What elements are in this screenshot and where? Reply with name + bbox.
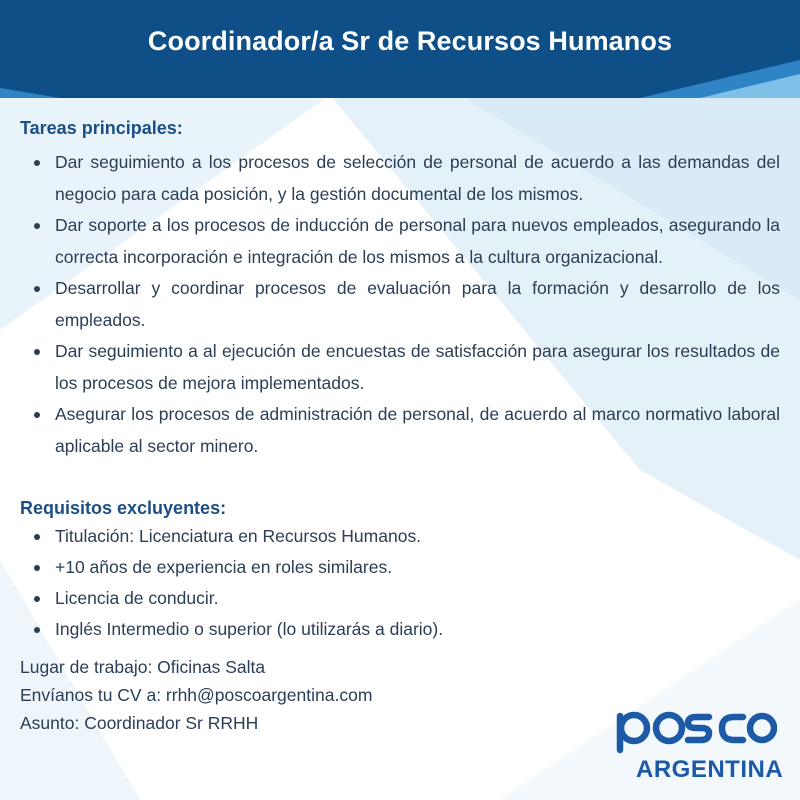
bullet-icon: [34, 160, 40, 166]
requirement-text: Licencia de conducir.: [55, 588, 219, 608]
requirements-heading: Requisitos excluyentes:: [20, 498, 227, 518]
send-cv-line: Envíanos tu CV a: rrhh@poscoargentina.com: [20, 685, 373, 705]
list-item: [20, 336, 780, 399]
page-title: Coordinador/a Sr de Recursos Humanos: [147, 26, 673, 56]
list-item: [20, 147, 780, 210]
tasks-heading: Tareas principales:: [20, 118, 183, 138]
task-text: Dar seguimiento a los procesos de selección de personal de acuerdo a las demandas del negocio para cada posición, y la gestión documental de los mismos.: [55, 152, 780, 204]
requirement-text: Inglés Intermedio o superior (lo utilizarás a diario).: [55, 619, 444, 639]
task-text: Desarrollar y coordinar procesos de evaluación para la formación y desarrollo de los empleados.: [55, 278, 780, 330]
list-item: [20, 614, 780, 645]
list-item: [20, 521, 780, 552]
logo-country: ARGENTINA: [636, 756, 784, 783]
requirement-text: +10 años de experiencia en roles similares.: [55, 557, 393, 577]
email-subject: Asunto: Coordinador Sr RRHH: [20, 713, 259, 733]
bullet-icon: [34, 223, 40, 229]
work-location: Lugar de trabajo: Oficinas Salta: [20, 657, 266, 677]
header-banner: [0, 0, 800, 98]
list-item: [20, 273, 780, 336]
bullet-icon: [34, 412, 40, 418]
requirement-text: Titulación: Licenciatura en Recursos Humanos.: [55, 526, 422, 546]
task-text: Asegurar los procesos de administración de personal, de acuerdo al marco normativo laboral aplicable al sector minero.: [55, 404, 780, 456]
list-item: [20, 399, 780, 462]
requirements-list: [20, 521, 780, 645]
task-text: Dar soporte a los procesos de inducción de personal para nuevos empleados, asegurando la correcta incorporación e integración de los mismos a la cultura organizacional.: [55, 215, 780, 267]
bullet-icon: [34, 596, 40, 602]
posco-wordmark-icon: [612, 702, 777, 754]
bullet-icon: [34, 565, 40, 571]
tasks-list: [20, 147, 780, 462]
job-description: [20, 118, 780, 737]
bullet-icon: [34, 534, 40, 540]
bullet-icon: [34, 627, 40, 633]
list-item: [20, 210, 780, 273]
task-text: Dar seguimiento a al ejecución de encuestas de satisfacción para asegurar los resultados de los procesos de mejora implementados.: [55, 341, 780, 393]
list-item: [20, 552, 780, 583]
posco-logo: [608, 700, 788, 790]
bullet-icon: [34, 286, 40, 292]
list-item: [20, 583, 780, 614]
bullet-icon: [34, 349, 40, 355]
